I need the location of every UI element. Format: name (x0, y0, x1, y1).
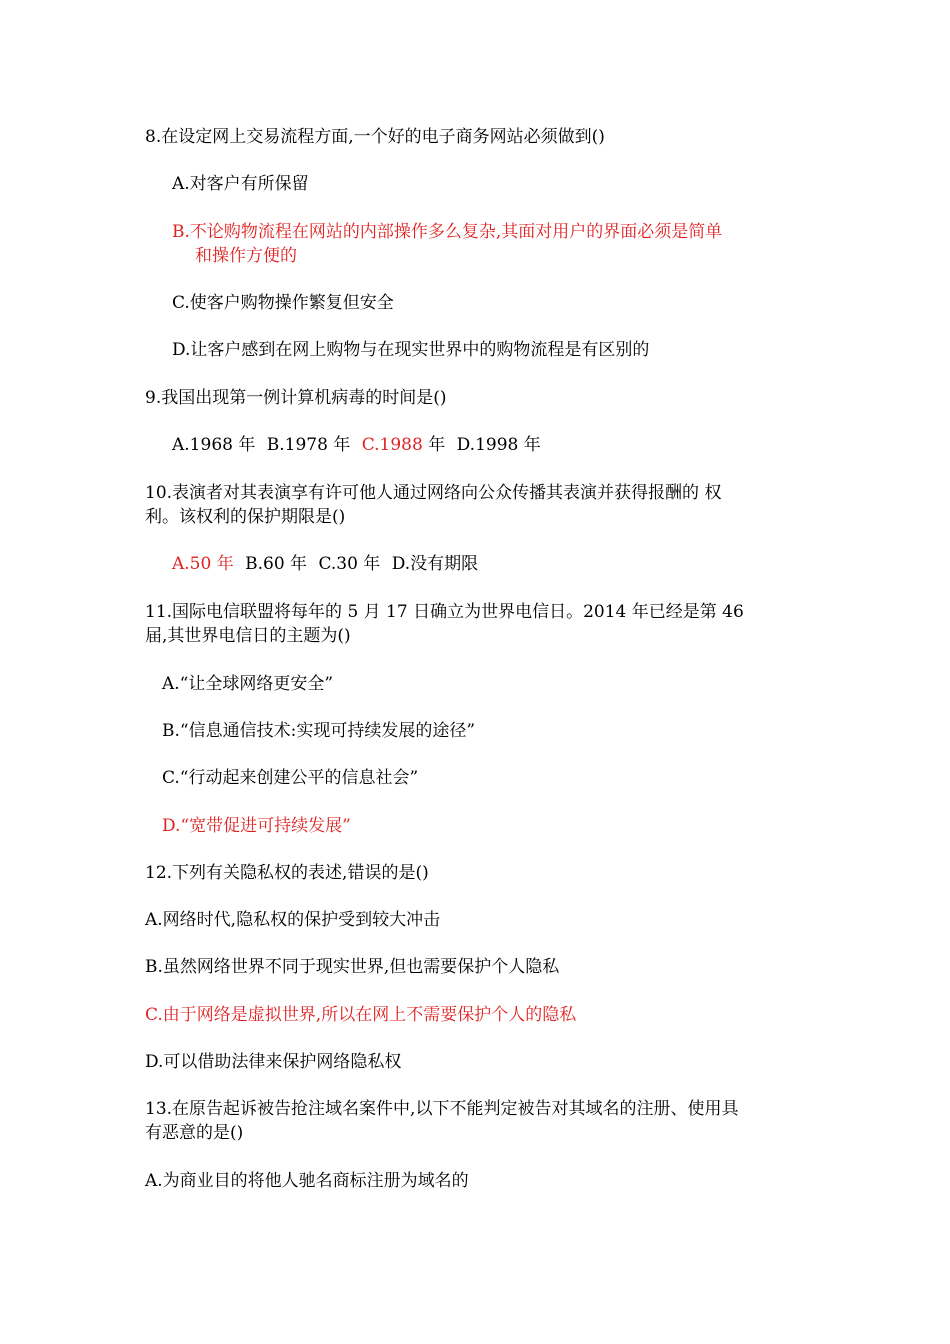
question-12-option-d: D.可以借助法律来保护网络隐私权 (145, 1052, 402, 1072)
question-10-stem-continued: 利。该权利的保护期限是() (145, 507, 346, 527)
question-11-option-a: A.“让全球网络更安全” (162, 674, 334, 694)
question-8-option-b: B.不论购物流程在网站的内部操作多么复杂,其面对用户的界面必须是简单 (172, 222, 723, 242)
question-8-stem: 8.在设定网上交易流程方面,一个好的电子商务网站必须做到() (145, 127, 605, 147)
question-13-option-a: A.为商业目的将他人驰名商标注册为域名的 (145, 1171, 469, 1191)
question-9-option-b: B.1978 年 (266, 435, 351, 455)
question-12-option-c: C.由于网络是虚拟世界,所以在网上不需要保护个人的隐私 (145, 1005, 577, 1025)
question-10-option-a: A.50 年 (172, 554, 234, 574)
question-12-option-b: B.虽然网络世界不同于现实世界,但也需要保护个人隐私 (145, 957, 560, 977)
question-10-options (172, 552, 478, 576)
question-11-stem-continued: 届,其世界电信日的主题为() (145, 626, 351, 646)
question-9-option-c-unit: 年 (428, 435, 446, 455)
question-10-stem: 10.表演者对其表演享有许可他人通过网络向公众传播其表演并获得报酬的 权 (145, 483, 722, 503)
question-11-option-b: B.“信息通信技术:实现可持续发展的途径” (162, 721, 476, 741)
question-8-option-d: D.让客户感到在网上购物与在现实世界中的购物流程是有区别的 (172, 340, 650, 360)
question-9-option-c: C.1988 (361, 435, 423, 455)
question-9-options (172, 433, 541, 457)
question-13-stem: 13.在原告起诉被告抢注域名案件中,以下不能判定被告对其域名的注册、使用具 (145, 1099, 739, 1119)
question-10-option-d: D.没有期限 (391, 554, 479, 574)
question-13-stem-continued: 有恶意的是() (145, 1123, 244, 1143)
question-10-option-c: C.30 年 (318, 554, 381, 574)
question-11-option-d: D.“宽带促进可持续发展” (162, 816, 351, 836)
question-8-option-c: C.使客户购物操作繁复但安全 (172, 293, 394, 313)
question-12-option-a: A.网络时代,隐私权的保护受到较大冲击 (145, 910, 441, 930)
question-10-option-b: B.60 年 (245, 554, 308, 574)
question-8-option-a: A.对客户有所保留 (172, 174, 309, 194)
question-11-stem: 11.国际电信联盟将每年的 5 月 17 日确立为世界电信日。2014 年已经是第 46 (145, 602, 744, 622)
question-9-stem: 9.我国出现第一例计算机病毒的时间是() (145, 388, 447, 408)
question-11-option-c: C.“行动起来创建公平的信息社会” (162, 768, 419, 788)
question-9-option-a: A.1968 年 (172, 435, 256, 455)
question-8-option-b-continued: 和操作方便的 (195, 246, 297, 266)
question-12-stem: 12.下列有关隐私权的表述,错误的是() (145, 863, 429, 883)
question-9-option-d: D.1998 年 (456, 435, 541, 455)
